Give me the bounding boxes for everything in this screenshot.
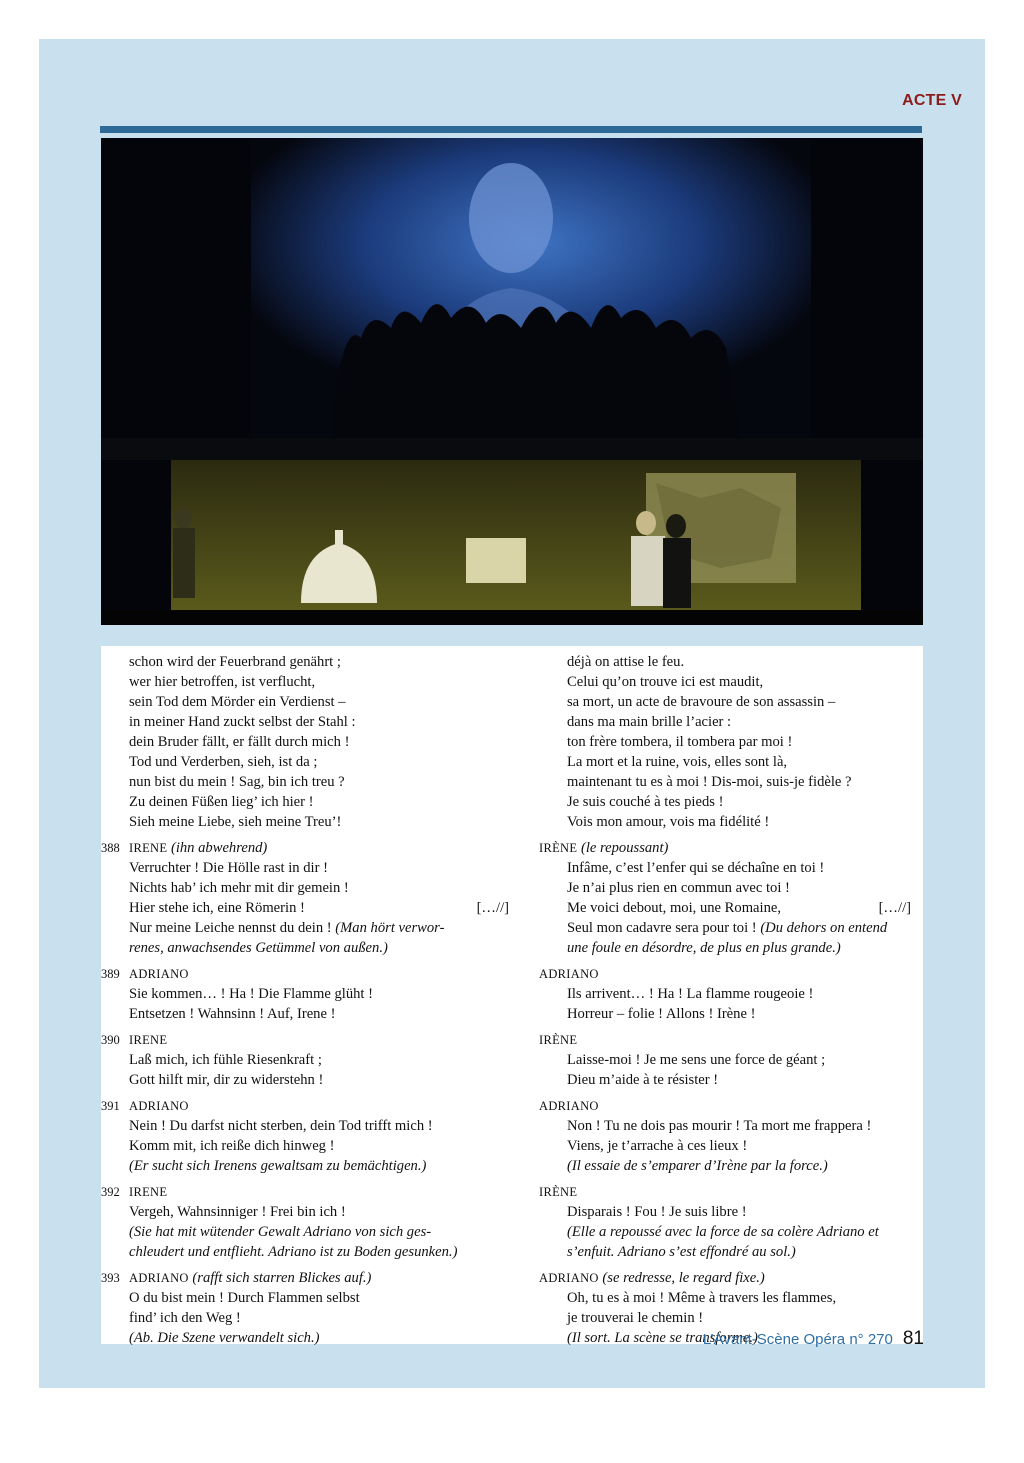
verse-line — [539, 732, 917, 752]
verse-line — [539, 792, 917, 812]
verse-line — [539, 1136, 917, 1156]
verse-line — [101, 1116, 513, 1136]
verse-line — [539, 1202, 917, 1222]
verse-line — [539, 1004, 917, 1024]
verse-line — [101, 1050, 513, 1070]
verse-line — [539, 1308, 917, 1328]
verse-line — [101, 812, 513, 832]
verse-text: Laß mich, ich fühle Riesenkraft ; — [129, 1052, 322, 1068]
stage-direction: chleudert und entflieht. Adriano ist zu Boden gesunken.) — [129, 1244, 458, 1260]
verse-line — [101, 898, 513, 918]
speaker-name: IRENE — [129, 841, 168, 855]
verse-line — [101, 1222, 513, 1242]
verse-line — [101, 1328, 513, 1348]
page-number: 81 — [902, 1328, 924, 1349]
verse-line — [101, 1202, 513, 1222]
verse-text: dein Bruder fällt, er fällt durch mich ! — [129, 734, 350, 750]
verse-line — [101, 692, 513, 712]
verse-line — [101, 858, 513, 878]
speaker-line — [101, 1096, 513, 1116]
verse-line — [539, 858, 917, 878]
verse-line — [101, 652, 513, 672]
verse-line — [539, 1070, 917, 1090]
verse-text: Je n’ai plus rien en commun avec toi ! — [567, 880, 790, 896]
german-column — [101, 652, 513, 1348]
speaker-name: ADRIANO — [129, 1099, 189, 1113]
verse-text: Horreur – folie ! Allons ! Irène ! — [567, 1006, 756, 1022]
publication-title: L’Avant-Scène Opéra n° 270 — [702, 1331, 893, 1348]
verse-line — [539, 1242, 917, 1262]
speaker-name: IRÈNE — [539, 1185, 578, 1199]
verse-line — [539, 984, 917, 1004]
verse-text: Celui qu’on trouve ici est maudit, — [567, 674, 764, 690]
verse-text: sein Tod dem Mörder ein Verdienst – — [129, 694, 346, 710]
verse-line — [101, 984, 513, 1004]
verse-line — [101, 1070, 513, 1090]
stage-direction: (le repoussant) — [580, 840, 669, 856]
verse-text: Dieu m’aide à te résister ! — [567, 1072, 719, 1088]
stage-direction: (Elle a repoussé avec la force de sa colère Adriano et — [567, 1224, 879, 1240]
speaker-name: ADRIANO — [129, 1271, 189, 1285]
speaker-name: IRÈNE — [539, 1033, 578, 1047]
stage-direction: (Ab. Die Szene verwandelt sich.) — [129, 1330, 320, 1346]
speaker-name: ADRIANO — [539, 1271, 599, 1285]
cut-marker: […//] — [476, 900, 509, 916]
verse-line — [539, 672, 917, 692]
header-rule — [100, 126, 922, 133]
verse-text: je trouverai le chemin ! — [567, 1310, 704, 1326]
verse-text: Hier stehe ich, eine Römerin ! — [129, 900, 305, 916]
verse-text: Verruchter ! Die Hölle rast in dir ! — [129, 860, 328, 876]
verse-text: Non ! Tu ne dois pas mourir ! Ta mort me frappera ! — [567, 1118, 872, 1134]
speaker-name: IRÈNE — [539, 841, 578, 855]
verse-text: Nur meine Leiche nennst du dein ! — [129, 920, 336, 936]
verse-line — [539, 712, 917, 732]
verse-line — [101, 772, 513, 792]
verse-line — [101, 1004, 513, 1024]
verse-text: Laisse-moi ! Je me sens une force de géant ; — [567, 1052, 826, 1068]
verse-text: Viens, je t’arrache à ces lieux ! — [567, 1138, 748, 1154]
stage-photo-illustration — [101, 138, 923, 625]
verse-line — [539, 918, 917, 938]
speaker-line — [101, 964, 513, 984]
verse-text: Sieh meine Liebe, sieh meine Treu’! — [129, 814, 342, 830]
verse-line — [539, 1116, 917, 1136]
stage-direction: une foule en désordre, de plus en plus grande.) — [567, 940, 841, 956]
verse-text: Tod und Verderben, sieh, ist da ; — [129, 754, 318, 770]
verse-text: Nichts hab’ ich mehr mit dir gemein ! — [129, 880, 349, 896]
stage-direction: renes, anwachsendes Getümmel von außen.) — [129, 940, 388, 956]
number-label: 392 — [101, 1185, 120, 1199]
verse-text: Komm mit, ich reiße dich hinweg ! — [129, 1138, 335, 1154]
number-label: 390 — [101, 1033, 120, 1047]
verse-line — [101, 732, 513, 752]
verse-text: Seul mon cadavre sera pour toi ! — [567, 920, 761, 936]
stage-photo — [101, 138, 923, 625]
verse-text: Vergeh, Wahnsinniger ! Frei bin ich ! — [129, 1204, 346, 1220]
stage-direction: (Il essaie de s’emparer d’Irène par la force.) — [567, 1158, 828, 1174]
verse-line — [101, 1288, 513, 1308]
verse-line — [539, 772, 917, 792]
stage-direction: (Il sort. La scène se transforme.) — [567, 1330, 758, 1346]
libretto-text-box — [101, 646, 923, 1344]
verse-line — [539, 812, 917, 832]
verse-text: déjà on attise le feu. — [567, 654, 685, 670]
verse-text: Entsetzen ! Wahnsinn ! Auf, Irene ! — [129, 1006, 336, 1022]
cut-marker: […//] — [878, 900, 911, 916]
verse-text: sa mort, un acte de bravoure de son assassin – — [567, 694, 836, 710]
stage-direction: (Man hört verwor- — [335, 920, 445, 936]
verse-text: Vois mon amour, vois ma fidélité ! — [567, 814, 770, 830]
verse-line — [539, 752, 917, 772]
speaker-line — [101, 1268, 513, 1288]
verse-text: maintenant tu es à moi ! Dis-moi, suis-je fidèle ? — [567, 774, 852, 790]
verse-line — [539, 652, 917, 672]
speaker-line — [539, 1182, 917, 1202]
verse-line — [539, 1156, 917, 1176]
verse-line — [101, 1136, 513, 1156]
stage-direction: (ihn abwehrend) — [170, 840, 268, 856]
speaker-line — [539, 838, 917, 858]
verse-line — [101, 938, 513, 958]
verse-line — [101, 1242, 513, 1262]
verse-line — [539, 898, 917, 918]
french-column — [539, 652, 917, 1348]
verse-text: Oh, tu es à moi ! Même à travers les flammes, — [567, 1290, 837, 1306]
page-footer — [703, 1328, 924, 1350]
stage-direction: (Du dehors on entend — [760, 920, 888, 936]
verse-line — [101, 1156, 513, 1176]
stage-direction: (rafft sich starren Blickes auf.) — [192, 1270, 372, 1286]
verse-text: in meiner Hand zuckt selbst der Stahl : — [129, 714, 356, 730]
verse-line — [101, 752, 513, 772]
speaker-name: ADRIANO — [539, 967, 599, 981]
verse-text: Sie kommen… ! Ha ! Die Flamme glüht ! — [129, 986, 373, 1002]
verse-line — [101, 1308, 513, 1328]
verse-line — [539, 1050, 917, 1070]
verse-line — [101, 672, 513, 692]
verse-text: nun bist du mein ! Sag, bin ich treu ? — [129, 774, 345, 790]
verse-text: Zu deinen Füßen lieg’ ich hier ! — [129, 794, 314, 810]
speaker-name: ADRIANO — [129, 967, 189, 981]
verse-text: dans ma main brille l’acier : — [567, 714, 732, 730]
verse-text: Gott hilft mir, dir zu widerstehn ! — [129, 1072, 324, 1088]
speaker-line — [539, 1268, 917, 1288]
verse-line — [539, 938, 917, 958]
verse-text: Ils arrivent… ! Ha ! La flamme rougeoie ! — [567, 986, 814, 1002]
speaker-line — [539, 1096, 917, 1116]
verse-text: Me voici debout, moi, une Romaine, — [567, 900, 782, 916]
speaker-name: IRENE — [129, 1185, 168, 1199]
number-label: 391 — [101, 1099, 120, 1113]
verse-text: Disparais ! Fou ! Je suis libre ! — [567, 1204, 747, 1220]
verse-text: Nein ! Du darfst nicht sterben, dein Tod trifft mich ! — [129, 1118, 433, 1134]
stage-direction: (Sie hat mit wütender Gewalt Adriano von sich ges- — [129, 1224, 432, 1240]
stage-direction: s’enfuit. Adriano s’est effondré au sol.) — [567, 1244, 796, 1260]
verse-text: wer hier betroffen, ist verflucht, — [129, 674, 316, 690]
verse-line — [101, 792, 513, 812]
speaker-line — [101, 1030, 513, 1050]
verse-line — [539, 692, 917, 712]
verse-text: La mort et la ruine, vois, elles sont là, — [567, 754, 788, 770]
verse-line — [101, 878, 513, 898]
speaker-name: ADRIANO — [539, 1099, 599, 1113]
verse-text: ton frère tombera, il tombera par moi ! — [567, 734, 793, 750]
verse-text: Infâme, c’est l’enfer qui se déchaîne en toi ! — [567, 860, 825, 876]
verse-text: schon wird der Feuerbrand genährt ; — [129, 654, 341, 670]
speaker-line — [101, 1182, 513, 1202]
verse-line — [539, 1288, 917, 1308]
verse-line — [539, 1222, 917, 1242]
number-label: 389 — [101, 967, 120, 981]
stage-direction: (Er sucht sich Irenens gewaltsam zu bemächtigen.) — [129, 1158, 427, 1174]
verse-text: O du bist mein ! Durch Flammen selbst — [129, 1290, 360, 1306]
speaker-name: IRENE — [129, 1033, 168, 1047]
verse-line — [101, 712, 513, 732]
section-heading: ACTE V — [902, 92, 962, 109]
verse-line — [101, 918, 513, 938]
verse-text: find’ ich den Weg ! — [129, 1310, 241, 1326]
verse-text: Je suis couché à tes pieds ! — [567, 794, 724, 810]
speaker-line — [539, 1030, 917, 1050]
verse-line — [539, 878, 917, 898]
stage-direction: (se redresse, le regard fixe.) — [602, 1270, 765, 1286]
speaker-line — [539, 964, 917, 984]
number-label: 393 — [101, 1271, 120, 1285]
speaker-line — [101, 838, 513, 858]
number-label: 388 — [101, 841, 120, 855]
